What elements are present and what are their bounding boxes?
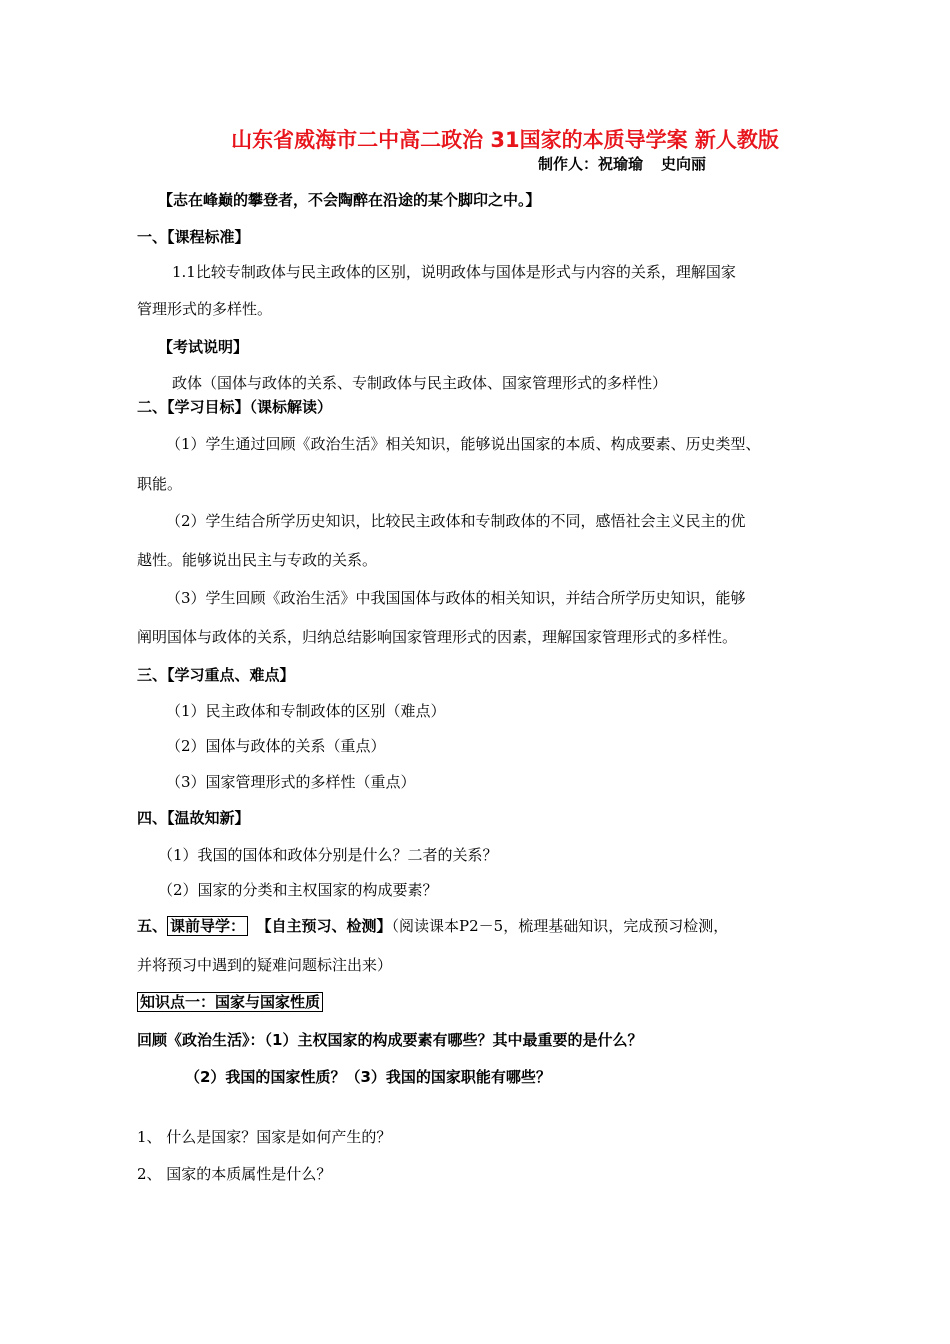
goal2-line1: （2）学生结合所学历史知识，比较民主政体和专制政体的不同，感悟社会主义民主的优 [166,512,746,530]
kp1-heading [137,992,323,1012]
goal3-line1: （3）学生回顾《政治生活》中我国国体与政体的相关知识，并结合所学历史知识，能够 [166,589,746,607]
section5-line1 [137,916,728,936]
goal3-line2: 阐明国体与政体的关系，归纳总结影响国家管理形式的因素，理解国家管理形式的多样性。 [137,628,738,646]
author-name-1: 祝瑜瑜 [598,155,644,173]
section5-line2: 并将预习中遇到的疑难问题标注出来） [137,956,393,974]
section1-line1: 1.1比较专制政体与民主政体的区别，说明政体与国体是形式与内容的关系，理解国家 [172,263,736,281]
keypoint-1: （1）民主政体和专制政体的区别（难点） [166,702,446,720]
section5-boxed-label: 课前导学： [167,916,248,936]
exam-heading: 【考试说明】 [158,338,249,356]
kp1-review1: 回顾《政治生活》：（1）主权国家的构成要素有哪些？其中最重要的是什么？ [137,1031,643,1049]
kp1-review2: （2）我国的国家性质？（3）我国的国家职能有哪些？ [185,1068,551,1086]
review-item-2: （2）国家的分类和主权国家的构成要素？ [158,881,438,899]
section5-text1: （阅读课本P2－5，梳理基础知识，完成预习检测， [391,917,729,935]
section5-bold-label: 【自主预习、检测】 [264,917,392,935]
section1-heading: 一、【课程标准】 [137,228,250,246]
keypoint-2: （2）国体与政体的关系（重点） [166,737,386,755]
author-label: 制作人： [538,155,599,173]
kp1-question1: 1、 什么是国家？国家是如何产生的？ [137,1128,392,1146]
section3-heading: 三、【学习重点、难点】 [137,666,295,684]
goal1-line1: （1）学生通过回顾《政治生活》相关知识，能够说出国家的本质、构成要素、历史类型、 [166,435,761,453]
section2-heading: 二、【学习目标】（课标解读） [137,398,333,416]
kp1-question2: 2、 国家的本质属性是什么？ [137,1165,332,1183]
goal1-line2: 职能。 [137,475,183,493]
section5-prefix: 五、 [137,917,168,935]
exam-text: 政体（国体与政体的关系、专制政体与民主政体、国家管理形式的多样性） [172,374,668,392]
author-line [538,153,724,174]
document-title: 山东省威海市二中高二政治 31国家的本质导学案 新人教版 [231,128,779,152]
section1-line2: 管理形式的多样性。 [137,300,273,318]
goal2-line2: 越性。能够说出民主与专政的关系。 [137,551,378,569]
kp1-heading-text: 知识点一：国家与国家性质 [137,992,323,1012]
motto: 【志在峰巅的攀登者，不会陶醉在沿途的某个脚印之中。】 [158,191,541,209]
section4-heading: 四、【温故知新】 [137,809,250,827]
author-name-2: 史向丽 [661,155,707,173]
review-item-1: （1）我国的国体和政体分别是什么？二者的关系？ [158,846,498,864]
keypoint-3: （3）国家管理形式的多样性（重点） [166,773,416,791]
